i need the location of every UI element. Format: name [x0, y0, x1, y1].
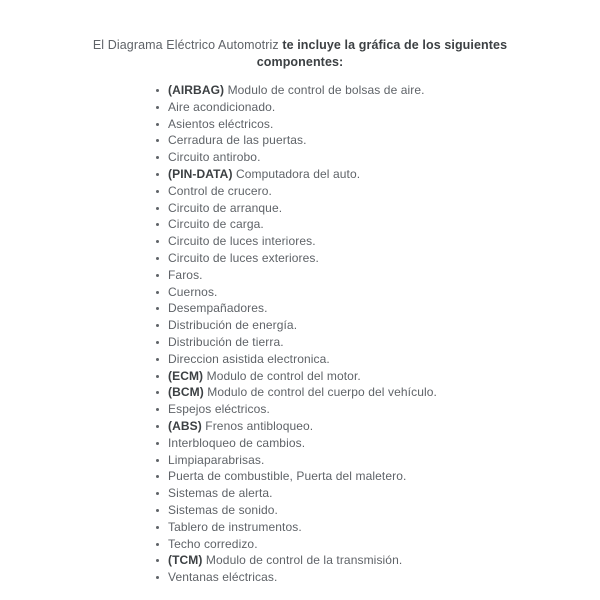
component-label: Ventanas eléctricas.	[168, 570, 278, 585]
bullet-icon	[156, 173, 159, 176]
list-item	[155, 99, 600, 116]
bullet-icon	[156, 559, 159, 562]
bullet-icon	[156, 207, 159, 210]
component-code: (TCM)	[168, 553, 203, 568]
list-item	[155, 149, 600, 166]
list-item	[155, 300, 600, 317]
component-label: Modulo de control de la transmisión.	[205, 553, 403, 568]
component-label: Tablero de instrumentos.	[168, 519, 302, 534]
bullet-icon	[156, 257, 159, 260]
list-item	[155, 166, 600, 183]
list-item	[155, 267, 600, 284]
bullet-icon	[156, 291, 159, 294]
component-label: Puerta de combustible, Puerta del maletero.	[168, 469, 407, 484]
component-label: Sistemas de alerta.	[168, 486, 273, 501]
list-item	[155, 452, 600, 469]
bullet-icon	[156, 526, 159, 529]
list-item	[155, 384, 600, 401]
component-label: Interbloqueo de cambios.	[168, 435, 306, 450]
component-label: Computadora del auto.	[235, 166, 361, 181]
component-list	[155, 82, 600, 586]
bullet-icon	[156, 375, 159, 378]
component-label: Circuito de arranque.	[168, 200, 283, 215]
component-label: Sistemas de sonido.	[168, 502, 278, 517]
bullet-icon	[156, 307, 159, 310]
component-label: Circuito antirobo.	[168, 150, 261, 165]
list-item	[155, 200, 600, 217]
list-item	[155, 569, 600, 586]
list-item	[155, 552, 600, 569]
component-label: Modulo de control de bolsas de aire.	[227, 83, 425, 97]
bullet-icon	[156, 475, 159, 478]
component-label: Limpiaparabrisas.	[168, 452, 265, 467]
component-label: Circuito de carga.	[168, 217, 264, 232]
bullet-icon	[156, 459, 159, 462]
component-code: (AIRBAG)	[168, 83, 225, 97]
list-item	[155, 183, 600, 200]
component-label: Distribución de energía.	[168, 318, 298, 333]
list-item	[155, 401, 600, 418]
bullet-icon	[156, 576, 159, 579]
list-item	[155, 233, 600, 250]
list-item	[155, 485, 600, 502]
title-bold-line1: te incluye la gráfica de los siguientes	[282, 38, 508, 52]
component-code: (BCM)	[168, 385, 204, 400]
page-title	[0, 37, 600, 71]
component-label: Aire acondicionado.	[168, 99, 276, 114]
list-item	[155, 368, 600, 385]
bullet-icon	[156, 543, 159, 546]
list-item	[155, 116, 600, 133]
bullet-icon	[156, 358, 159, 361]
component-label: Distribución de tierra.	[168, 334, 284, 349]
component-code: (ABS)	[168, 418, 202, 433]
component-label: Faros.	[168, 267, 203, 282]
bullet-icon	[156, 341, 159, 344]
bullet-icon	[156, 106, 159, 109]
component-code: (PIN-DATA)	[168, 166, 233, 181]
list-item	[155, 317, 600, 334]
list-item	[155, 502, 600, 519]
bullet-icon	[156, 139, 159, 142]
component-label: Techo corredizo.	[168, 536, 258, 551]
component-label: Circuito de luces exteriores.	[168, 250, 319, 265]
list-item	[155, 216, 600, 233]
list-item	[155, 132, 600, 149]
list-item	[155, 519, 600, 536]
component-label: Direccion asistida electronica.	[168, 351, 330, 366]
list-item	[155, 250, 600, 267]
bullet-icon	[156, 442, 159, 445]
bullet-icon	[156, 425, 159, 428]
bullet-icon	[156, 324, 159, 327]
component-label: Espejos eléctricos.	[168, 402, 270, 417]
list-item	[155, 82, 600, 99]
component-label: Cuernos.	[168, 284, 218, 299]
title-normal-text: El Diagrama Eléctrico Automotriz	[92, 38, 279, 52]
bullet-icon	[156, 509, 159, 512]
component-label: Modulo de control del cuerpo del vehículo.	[207, 385, 437, 400]
component-label: Circuito de luces interiores.	[168, 234, 316, 249]
bullet-icon	[156, 123, 159, 126]
bullet-icon	[156, 391, 159, 394]
bullet-icon	[156, 240, 159, 243]
component-label: Cerradura de las puertas.	[168, 133, 307, 148]
component-label: Frenos antibloqueo.	[205, 418, 314, 433]
bullet-icon	[156, 89, 159, 92]
component-label: Desempañadores.	[168, 301, 268, 316]
component-label: Asientos eléctricos.	[168, 116, 274, 131]
title-bold-line2: componentes:	[256, 55, 344, 69]
bullet-icon	[156, 223, 159, 226]
bullet-icon	[156, 190, 159, 193]
title-bold-text	[257, 38, 507, 69]
bullet-icon	[156, 408, 159, 411]
list-item	[155, 435, 600, 452]
component-label: Control de crucero.	[168, 183, 272, 198]
list-item	[155, 351, 600, 368]
bullet-icon	[156, 156, 159, 159]
list-item	[155, 468, 600, 485]
list-item	[155, 418, 600, 435]
component-label: Modulo de control del motor.	[206, 368, 361, 383]
list-item	[155, 284, 600, 301]
bullet-icon	[156, 274, 159, 277]
list-item	[155, 334, 600, 351]
component-code: (ECM)	[168, 368, 204, 383]
list-item	[155, 536, 600, 553]
bullet-icon	[156, 492, 159, 495]
